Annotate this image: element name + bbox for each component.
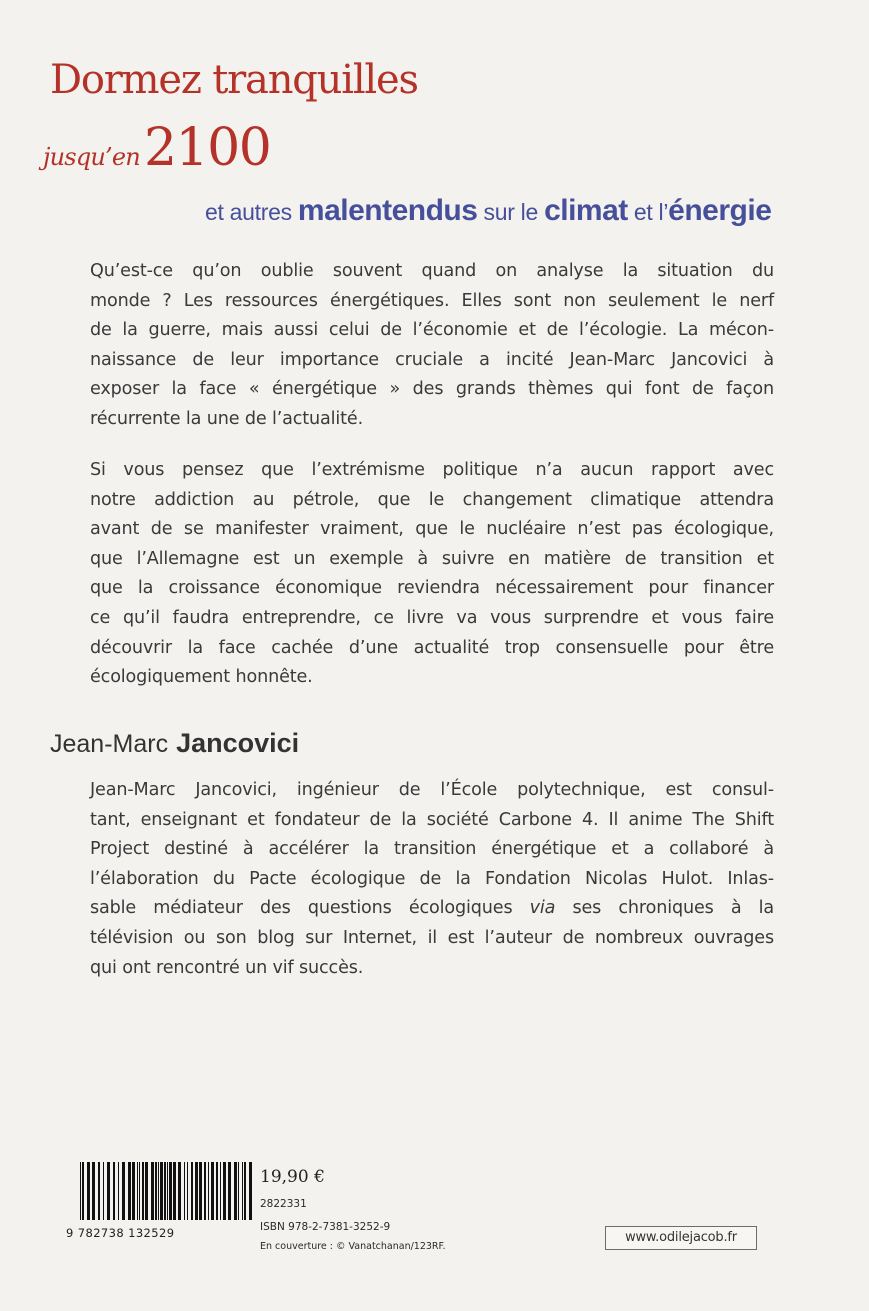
barcode-bar [184,1162,185,1220]
text-line: exposer la face « énergétique » des grands thèmes qui font de façon [90,379,774,400]
barcode-digits: 9 782738 132529 [66,1226,175,1240]
barcode-bar [220,1162,221,1220]
barcode-bar [195,1162,198,1220]
barcode-bar [151,1162,154,1220]
text-line: que la croissance économique reviendra nécessairement pour financer [90,578,774,599]
barcode-bar [208,1162,209,1220]
text-segment: sable médiateur des questions écologiques [90,898,530,919]
text-line: découvrir la face cachée d’une actualité trop consensuelle pour être [90,637,774,658]
barcode-bar [228,1162,231,1220]
barcode-bar [238,1162,239,1220]
barcode-bar [191,1162,193,1220]
italic-word: via [529,898,556,919]
author-last-name: Jancovici [176,728,300,758]
book-subtitle [205,196,771,226]
barcode-bar [223,1162,226,1220]
barcode-bar [107,1162,110,1220]
barcode-bar [178,1162,181,1220]
text-line: tant, enseignant et fondateur de la société Carbone 4. Il anime The Shift [90,809,774,830]
barcode-bar [122,1162,125,1220]
title-jusqu: jusqu’en [43,143,140,171]
barcode-bar [187,1162,188,1220]
barcode-bar [249,1162,252,1220]
author-bio [90,776,774,983]
barcode-bar [244,1162,246,1220]
text-line: Si vous pensez que l’extrémisme politique n’a aucun rapport avec [90,460,774,480]
price: 19,90 € [260,1167,325,1187]
text-line: avant de se manifester vraiment, que le nucléaire n’est pas écologique, [90,519,774,540]
text-line [90,894,774,924]
blurb-paragraph-1 [90,257,774,435]
blurb-paragraph-2 [90,456,774,693]
cover-credit: En couverture : © Vanatchanan/123RF. [260,1241,446,1252]
barcode-bar [169,1162,172,1220]
barcode-bar [164,1162,166,1220]
barcode-bar [132,1162,135,1220]
text-line: monde ? Les ressources énergétiques. Elles sont non seulement le nerf [90,290,774,311]
barcode-bar [128,1162,131,1220]
barcode-bar [160,1162,163,1220]
author-name [50,730,299,757]
subtitle-part: et l’ [627,199,669,225]
barcode-bar [98,1162,100,1220]
barcode-bar [155,1162,157,1220]
title-year: 2100 [143,118,271,178]
barcode-bar [211,1162,214,1220]
text-line: Project destiné à accélérer la transition énergétique et a collaboré à [90,839,774,860]
book-title: Dormez tranquilles [50,57,418,103]
text-line: écologiquement honnête. [90,667,313,688]
text-line: naissance de leur importance cruciale a incité Jean-Marc Jancovici à [90,349,774,370]
text-line: notre addiction au pétrole, que le changement climatique attendra [90,489,774,510]
barcode-bar [145,1162,148,1220]
product-code: 2822331 [260,1198,307,1210]
barcode-bar [87,1162,90,1220]
barcode-bar [158,1162,159,1220]
barcode-bar [173,1162,176,1220]
text-line: l’élaboration du Pacte écologique de la Fondation Nicolas Hulot. Inlas- [90,868,774,889]
text-line: Qu’est-ce qu’on oublie souvent quand on analyse la situation du [90,261,774,281]
subtitle-keyword: climat [544,194,628,227]
subtitle-part: et autres [205,199,298,225]
barcode-bar [216,1162,218,1220]
barcode-bar [139,1162,140,1220]
barcode-bar [142,1162,144,1220]
book-title-continued [43,118,271,178]
author-first-name: Jean-Marc [50,730,169,758]
text-line: télévision ou son blog sur Internet, il est l’auteur de nombreux ouvrages [90,927,774,948]
barcode-bar [118,1162,119,1220]
subtitle-keyword: malentendus [297,194,478,227]
barcode-bar [80,1162,81,1220]
barcode-bar [137,1162,138,1220]
isbn: ISBN 978-2-7381-3252-9 [260,1221,391,1233]
text-segment: ses chroniques à la [555,898,774,919]
barcode-bar [234,1162,237,1220]
barcode-bar [167,1162,168,1220]
publisher-website[interactable]: www.odilejacob.fr [605,1226,757,1250]
text-line: qui ont rencontré un vif succès. [90,957,364,978]
text-line: Jean-Marc Jancovici, ingénieur de l’École polytechnique, est consul- [90,780,774,800]
text-line: que l’Allemagne est un exemple à suivre en matière de transition et [90,548,774,569]
subtitle-part: sur le [477,199,545,225]
barcode-bar [199,1162,202,1220]
barcode-bar [82,1162,84,1220]
subtitle-keyword: énergie [668,194,772,227]
barcode-bar [113,1162,115,1220]
isbn-barcode [78,1162,253,1220]
text-line: de la guerre, mais aussi celui de l’économie et de l’écologie. La mécon- [90,320,774,341]
barcode-bar [204,1162,206,1220]
barcode-bar [92,1162,95,1220]
text-line: ce qu’il faudra entreprendre, ce livre va vous surprendre et vous faire [90,607,774,628]
barcode-bar [242,1162,243,1220]
text-line: récurrente la une de l’actualité. [90,408,364,429]
barcode-bar [103,1162,104,1220]
